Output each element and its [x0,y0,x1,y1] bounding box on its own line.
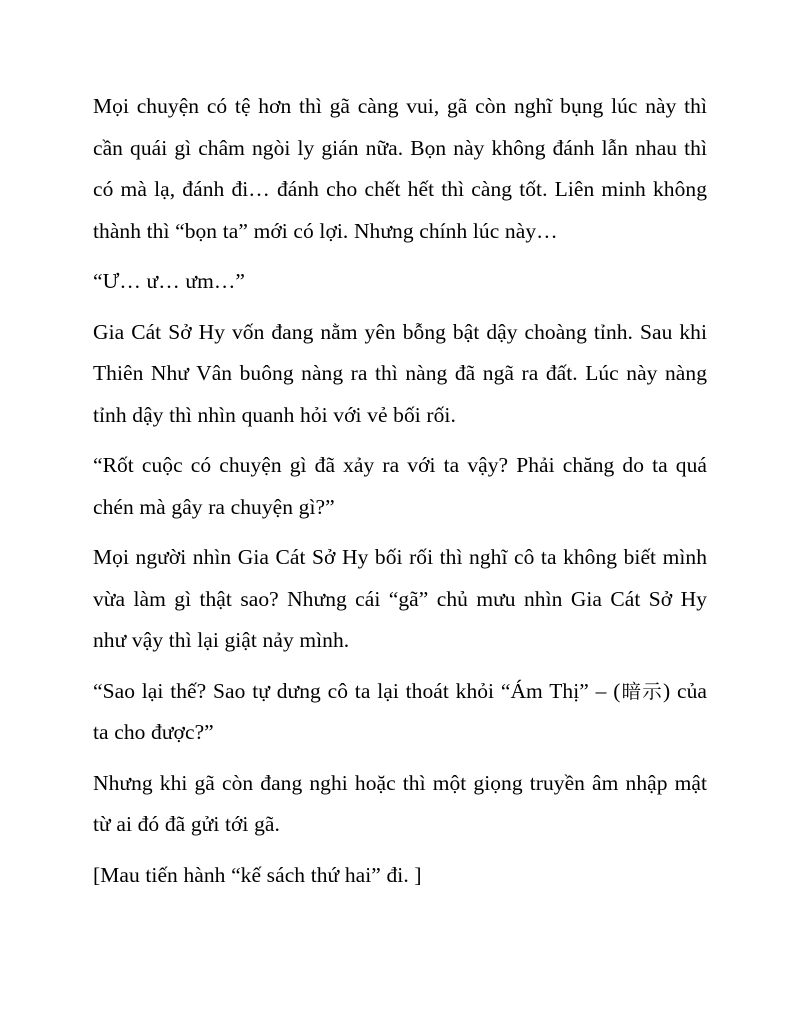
paragraph-3: Gia Cát Sở Hy vốn đang nằm yên bỗng bật dậy choàng tỉnh. Sau khi Thiên Như Vân buông nàng ra thì nàng đã ngã ra đất. Lúc này nàng tỉnh dậy thì nhìn quanh hỏi với vẻ bối rối. [93,319,707,427]
paragraph-1: Mọi chuyện có tệ hơn thì gã càng vui, gã còn nghĩ bụng lúc này thì cần quái gì châm ngòi ly gián nữa. Bọn này không đánh lẫn nhau thì có mà lạ, đánh đi… đánh cho chết hết thì càng tốt. Liên minh không thành thì “bọn ta” mới có lợi. Nhưng chính lúc này… [93,94,707,243]
paragraph-5: Mọi người nhìn Gia Cát Sở Hy bối rối thì nghĩ cô ta không biết mình vừa làm gì thật sao? Nhưng cái “gã” chủ mưu nhìn Gia Cát Sở Hy như vậy thì lại giật nảy mình. [93,545,707,652]
paragraph-4: “Rốt cuộc có chuyện gì đã xảy ra với ta vậy? Phải chăng do ta quá chén mà gây ra chuyện gì?” [93,453,707,519]
cjk-annotation: 暗示 [620,679,664,703]
text-column [93,86,707,896]
paragraph-7: Nhưng khi gã còn đang nghi hoặc thì một giọng truyền âm nhập mật từ ai đó đã gửi tới gã. [93,770,707,836]
paragraph-8: [Mau tiến hành “kế sách thứ hai” đi. ] [93,862,422,887]
paragraph-2: “Ư… ư… ưm…” [93,269,245,293]
paragraph-6: “Sao lại thế? Sao tự dưng cô ta lại thoát khỏi “Ám Thị” – (暗示) của ta cho được?” [93,678,708,744]
